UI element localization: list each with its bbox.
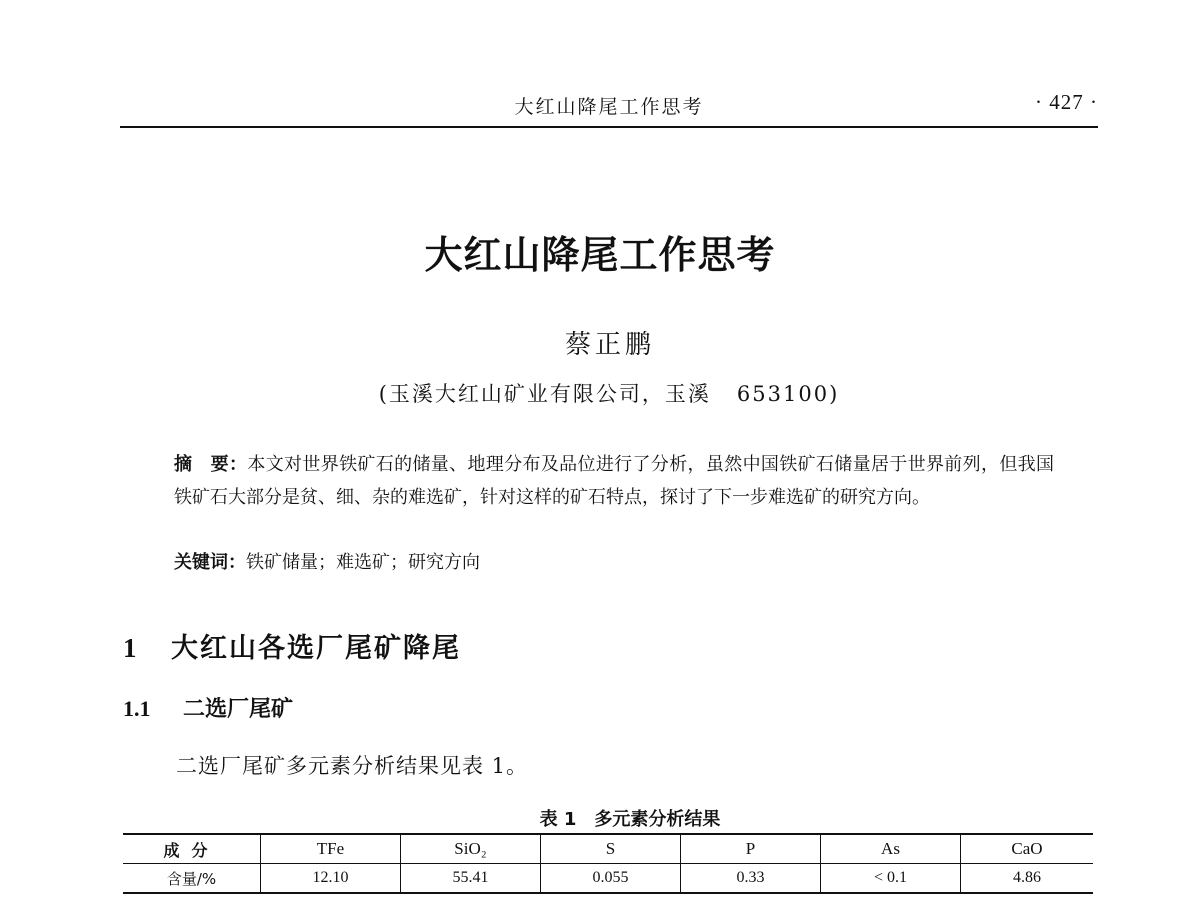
- keywords-label: 关键词：: [174, 552, 246, 573]
- abstract-label: 摘 要：: [174, 454, 248, 475]
- table-header-cell: S: [541, 834, 681, 864]
- table-value-cell: < 0.1: [821, 864, 961, 894]
- table-value-cell: 0.33: [681, 864, 821, 894]
- subsection-number: 1.1: [123, 696, 151, 721]
- table-header-cell: SiO₂: [401, 834, 541, 864]
- paper-title: 大红山降尾工作思考: [424, 233, 776, 277]
- running-header: [120, 88, 1098, 128]
- subsection-heading: [123, 692, 293, 723]
- table-header-label: 成分: [123, 834, 261, 864]
- table-value-cell: 0.055: [541, 864, 681, 894]
- table-header-cell: CaO: [961, 834, 1094, 864]
- affiliation-org: (玉溪大红山矿业有限公司，玉溪: [378, 382, 711, 406]
- table-row-label: 含量/%: [123, 864, 261, 894]
- running-title: 大红山降尾工作思考: [514, 96, 704, 118]
- body-paragraph: 二选厂尾矿多元素分析结果见表 1。: [176, 754, 529, 778]
- section-heading: [123, 626, 461, 665]
- table-value-cell: 4.86: [961, 864, 1094, 894]
- keywords: [174, 548, 480, 574]
- affiliation: [0, 378, 1200, 408]
- table-value-row: [123, 864, 1093, 894]
- abstract-text: 本文对世界铁矿石的储量、地理分布及品位进行了分析，虽然中国铁矿石储量居于世界前列，但我国铁矿石大部分是贫、细、杂的难选矿，针对这样的矿石特点，探讨了下一步难选矿的研究方向。: [174, 454, 1055, 508]
- keywords-text: 铁矿储量；难选矿；研究方向: [246, 552, 480, 573]
- section-title: 大红山各选厂尾矿降尾: [171, 633, 461, 664]
- table-header-cell: As: [821, 834, 961, 864]
- page-number: · 427 ·: [1035, 90, 1098, 114]
- element-analysis-table: [123, 833, 1093, 894]
- table-header-cell: TFe: [261, 834, 401, 864]
- table-caption: [0, 805, 1200, 831]
- abstract: [174, 448, 1054, 514]
- table-caption-title: 多元素分析结果: [594, 809, 721, 830]
- table-header-cell: P: [681, 834, 821, 864]
- table-value-cell: 12.10: [261, 864, 401, 894]
- table-caption-number: 表 1: [539, 809, 577, 830]
- subsection-title: 二选厂尾矿: [183, 697, 294, 722]
- author-name: 蔡正鹏: [564, 330, 655, 360]
- table-value-cell: 55.41: [401, 864, 541, 894]
- affiliation-postcode: 653100): [736, 382, 840, 406]
- section-number: 1: [123, 633, 139, 663]
- table-header-row: [123, 834, 1093, 864]
